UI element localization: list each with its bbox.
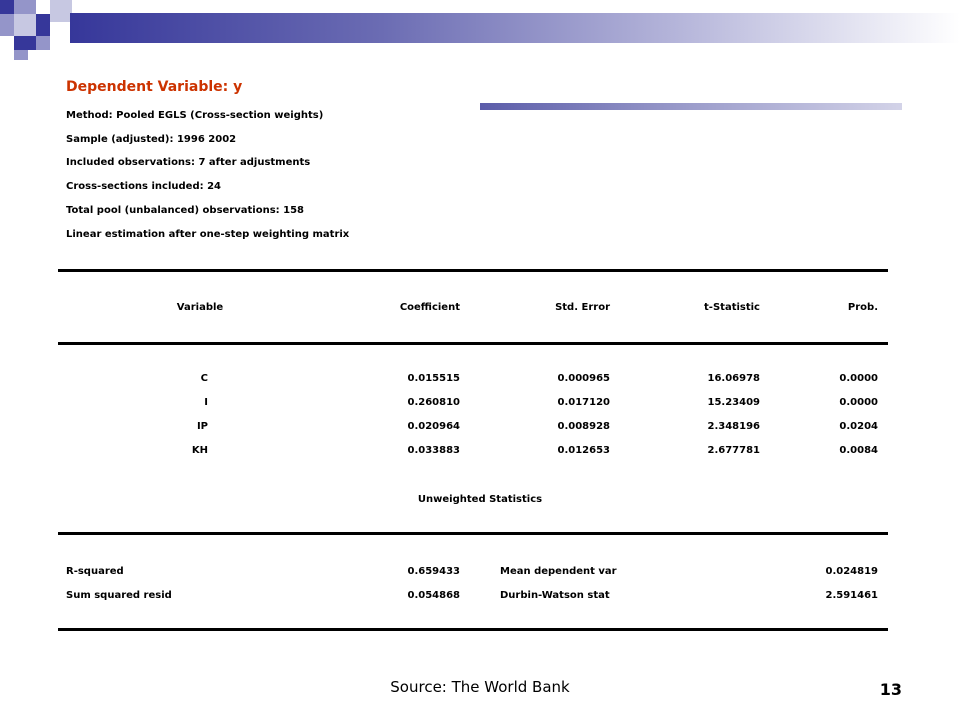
row-t-statistic: 2.677781	[707, 445, 760, 456]
deco-square	[14, 50, 28, 60]
deco-square	[36, 14, 50, 36]
row-variable: C	[200, 373, 208, 384]
deco-square	[0, 36, 14, 50]
estimation-line: Linear estimation after one-step weighting matrix	[66, 229, 350, 240]
row-prob: 0.0204	[839, 421, 878, 432]
deco-square	[0, 14, 14, 36]
deco-square	[36, 0, 50, 14]
row-std-error: 0.000965	[557, 373, 610, 384]
stat-label: Mean dependent var	[500, 566, 617, 577]
row-prob: 0.0000	[839, 397, 878, 408]
dependent-variable-title: Dependent Variable: y	[66, 79, 243, 95]
header-banner	[70, 13, 960, 43]
stat-label: Sum squared resid	[66, 590, 172, 601]
column-header-prob: Prob.	[847, 302, 878, 313]
column-header-std-error: Std. Error	[555, 302, 610, 313]
row-variable: I	[204, 397, 208, 408]
unweighted-statistics-title: Unweighted Statistics	[417, 494, 543, 505]
deco-square	[50, 0, 72, 22]
row-t-statistic: 15.23409	[707, 397, 760, 408]
stat-label: Durbin-Watson stat	[500, 590, 610, 601]
stat-value: 0.024819	[825, 566, 878, 577]
row-std-error: 0.017120	[557, 397, 610, 408]
sample-line: Sample (adjusted): 1996 2002	[66, 134, 237, 145]
total-pool-line: Total pool (unbalanced) observations: 158	[66, 205, 305, 216]
row-coefficient: 0.015515	[407, 373, 460, 384]
deco-square	[14, 14, 36, 36]
stat-value: 0.659433	[407, 566, 460, 577]
row-prob: 0.0000	[839, 373, 878, 384]
column-header-coefficient: Coefficient	[399, 302, 460, 313]
stat-value: 0.054868	[407, 590, 460, 601]
row-coefficient: 0.020964	[407, 421, 460, 432]
column-header-t-statistic: t-Statistic	[704, 302, 760, 313]
row-t-statistic: 2.348196	[707, 421, 760, 432]
row-coefficient: 0.033883	[407, 445, 460, 456]
deco-square	[36, 36, 50, 50]
table-top-rule	[58, 269, 888, 272]
deco-square	[0, 0, 14, 14]
row-std-error: 0.012653	[557, 445, 610, 456]
deco-square	[14, 0, 36, 14]
stat-value: 2.591461	[825, 590, 878, 601]
deco-square	[14, 36, 36, 50]
method-line: Method: Pooled EGLS (Cross-section weights)	[66, 110, 324, 121]
row-variable: IP	[196, 421, 208, 432]
source-note: Source: The World Bank	[390, 678, 570, 696]
table-bottom-rule	[58, 628, 888, 631]
page-number: 13	[879, 680, 902, 699]
cross-sections-line: Cross-sections included: 24	[66, 181, 222, 192]
row-t-statistic: 16.06978	[707, 373, 760, 384]
row-variable: KH	[191, 445, 208, 456]
stat-label: R-squared	[66, 566, 124, 577]
unweighted-top-rule	[58, 532, 888, 535]
row-std-error: 0.008928	[557, 421, 610, 432]
column-header-variable: Variable	[176, 302, 224, 313]
observations-line: Included observations: 7 after adjustments	[66, 157, 311, 168]
accent-rule	[480, 103, 902, 110]
row-coefficient: 0.260810	[407, 397, 460, 408]
row-prob: 0.0084	[839, 445, 878, 456]
table-header-rule	[58, 342, 888, 345]
